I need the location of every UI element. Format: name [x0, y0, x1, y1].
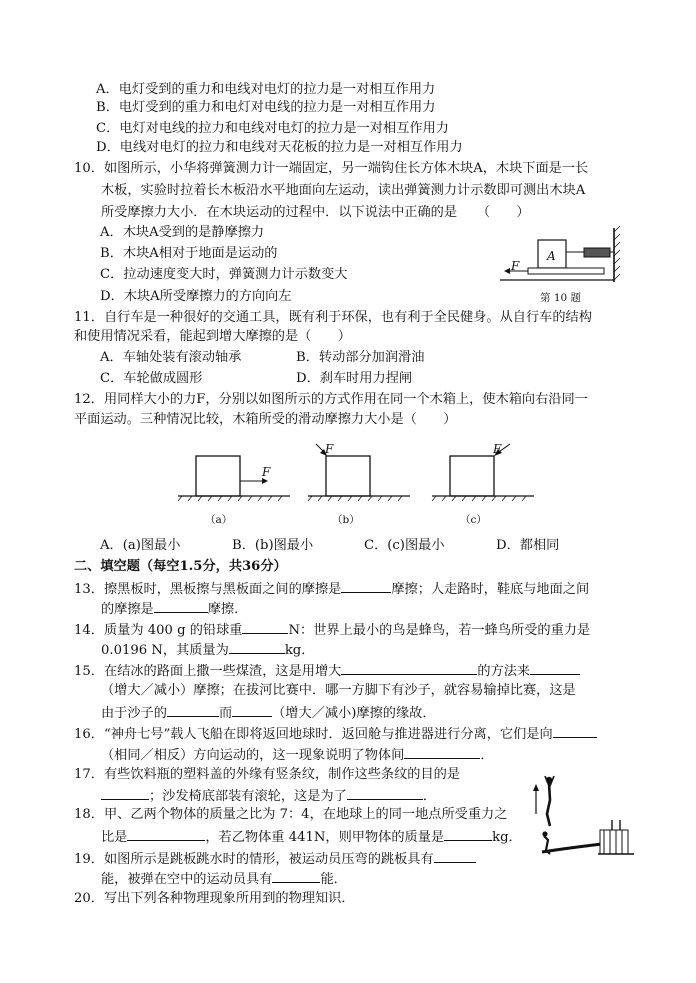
- q11-option-c: C．车轮做成圆形: [100, 371, 203, 386]
- q9-option-a: A．电灯受到的重力和电线对电灯的拉力是一对相互作用力: [96, 82, 436, 97]
- q11-option-b: B．转动部分加润滑油: [296, 350, 425, 365]
- q10-stem-line2: 木板，实验时拉着长木板沿水平地面向左运动，读出弹簧测力计示数即可测出木块A: [101, 183, 586, 198]
- q12-b-caption: （b）: [332, 514, 360, 526]
- q12-c-caption: （c）: [460, 514, 487, 526]
- q16-line2: （相同／相反）方向运动的，这一现象说明了物体间 ．: [101, 745, 494, 765]
- q9-option-c: C．电灯对电线的拉力和电线对电灯的拉力是一对相互作用力: [96, 121, 449, 136]
- q12-a-force-label: F: [262, 465, 271, 479]
- q9-option-b: B．电灯受到的重力和电灯对电线的拉力是一对相互作用力: [96, 100, 436, 115]
- q11-stem-line1: 11．自行车是一种很好的交通工具，既有利于环保，也有利于全民健身。从自行车的结构: [74, 310, 592, 325]
- q16-line1: 16．“神舟七号”载人飞船在即将返回地球时．返回舱与推进器进行分离，它们是向: [74, 724, 597, 744]
- q9-option-d: D．电线对电灯的拉力和电线对天花板的拉力是一对相互作用力: [96, 140, 463, 155]
- q13-line1: 13．擦黑板时，黑板擦与黑板面之间的摩擦是 摩擦；人走路时，鞋底与地面之间: [74, 579, 589, 599]
- q14-line2: 0.0196 N，其质量为 kg．: [101, 640, 314, 660]
- q15-line2: （增大／减小）摩擦；在拔河比赛中．哪一方脚下有沙子，就容易输掉比赛，这是: [101, 683, 576, 698]
- q10-figure-caption: 第 10 题: [540, 292, 582, 304]
- q10-block-label: A: [547, 249, 556, 263]
- q10-figure: [500, 222, 630, 294]
- q10-stem-line1: 10．如图所示，小华将弹簧测力计一端固定，另一端钩住长方体木块A，木块下面是一长: [74, 161, 589, 176]
- q12-stem-line1: 12．用同样大小的力F，分别以如图所示的方式作用在同一个木箱上，使木箱向右沿同一: [74, 392, 588, 407]
- diving-board-figure: [528, 774, 638, 866]
- q18-line1: 18．甲、乙两个物体的质量之比为 7：4，在地球上的同一地点所受重力之: [74, 807, 508, 822]
- q17-line2: ；沙发椅底部装有滚轮，这是为了 ．: [101, 786, 436, 806]
- q18-line2: 比是 ，若乙物体重 441N，则甲物体的质量是 kg．: [101, 827, 522, 847]
- q10-option-d: D．木块A所受摩擦力的方向向左: [100, 289, 292, 304]
- q12-option-a: A．(a)图最小: [100, 538, 181, 553]
- q12-a-caption: （a）: [205, 514, 233, 526]
- q13-line2: 的摩擦是 摩擦．: [101, 599, 247, 619]
- q10-force-label: F: [511, 259, 520, 273]
- q12-c-force-label: F: [493, 442, 502, 456]
- q14-line1: 14．质量为 400 g 的铅球重 N：世界上最小的鸟是蜂鸟，若一蜂鸟所受的重力是: [74, 620, 590, 640]
- q12-option-c: C．(c)图最小: [364, 538, 445, 553]
- q11-stem-line2: 和使用情况采看，能起到增大摩擦的是（ ）: [74, 329, 351, 344]
- q10-option-b: B．木块A相对于地面是运动的: [100, 246, 278, 261]
- q12-b-force-label: F: [325, 442, 334, 456]
- q19-line1: 19．如图所示是跳板跳水时的情形，被运动员压弯的跳板具有: [74, 849, 476, 869]
- q10-stem-line3: 所受摩擦力大小．在木块运动的过程中．以下说法中正确的是 （ ）: [101, 205, 530, 220]
- q20-line1: 20．写出下列各种物理现象所用到的物理知识．: [74, 891, 355, 906]
- q10-option-a: A．木块A受到的是静摩擦力: [100, 225, 265, 240]
- q11-option-d: D．刹车时用力捏闸: [296, 371, 413, 386]
- section-2-heading: 二、填空题（每空1.5分，共36分）: [74, 559, 287, 574]
- q17-line1: 17．有些饮料瓶的塑料盖的外缘有竖条纹，制作这些条纹的目的是: [74, 767, 461, 782]
- q12-stem-line2: 平面运动。三种情况比较，木箱所受的滑动摩擦力大小是（ ）: [74, 412, 457, 427]
- q15-line3: 由于沙子的 而 （增大／减小)摩擦的缘故．: [101, 703, 436, 723]
- q12-figure-c: [432, 440, 542, 504]
- q11-option-a: A．车轴处装有滚动轴承: [100, 350, 242, 365]
- q12-figure-a: [178, 452, 298, 504]
- q12-option-d: D．都相同: [496, 538, 560, 553]
- q15-line1: 15．在结冰的路面上撒一些煤渣，这是用增大 的方法来: [74, 661, 580, 681]
- q12-figure-b: [302, 440, 412, 504]
- q19-line2: 能，被弹在空中的运动员具有 能．: [101, 869, 347, 889]
- q12-option-b: B．(b)图最小: [232, 538, 314, 553]
- q10-option-c: C．拉动速度变大时，弹簧测力计示数变大: [100, 267, 348, 282]
